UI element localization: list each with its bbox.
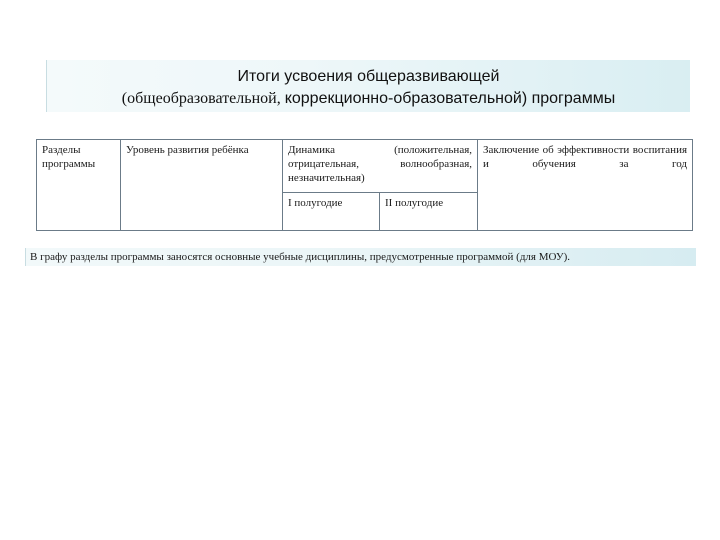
title-line-2 (47, 90, 690, 108)
header-conclusion: Заключение об эффективности воспитания и обучения за год (478, 140, 693, 231)
header-dynamics: Динамика (положительная, отрицательная, волнообразная, незначительная) (283, 140, 478, 193)
subheader-first-half-year: I полугодие (283, 193, 380, 231)
header-child-development-level: Уровень развития ребёнка (121, 140, 283, 231)
header-program-sections: Разделы программы (37, 140, 121, 231)
title-line-1: Итоги усвоения общеразвивающей (237, 68, 500, 85)
results-table (36, 139, 693, 231)
subheader-second-half-year: II полугодие (380, 193, 478, 231)
footnote: В графу разделы программы заносятся основные учебные дисциплины, предусмотренные программой (для МОУ). (25, 248, 696, 266)
title-line-2-part-1: (общеобразовательной, (121, 90, 285, 107)
title-banner (46, 60, 690, 112)
title-line-2-part-2: коррекционно-образовательной) программы (284, 90, 616, 107)
table-header-row (37, 140, 693, 193)
